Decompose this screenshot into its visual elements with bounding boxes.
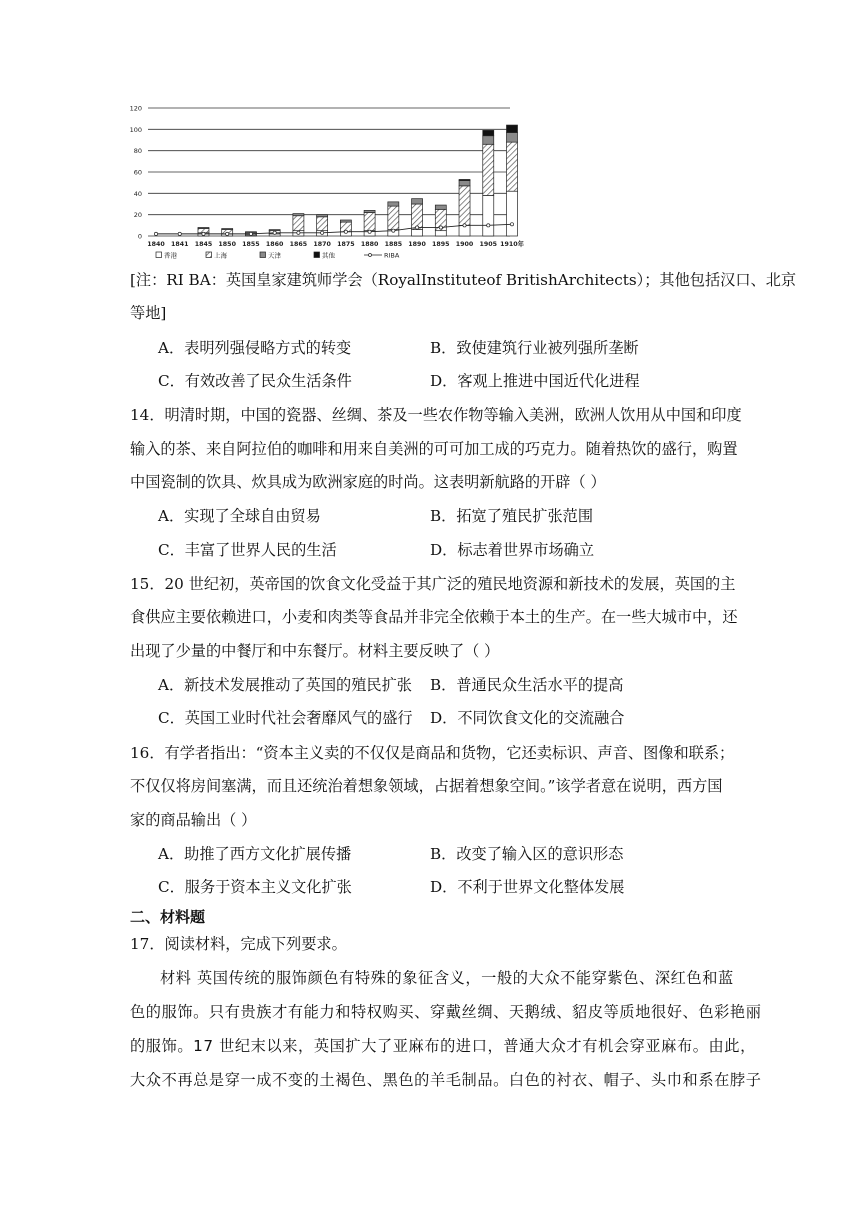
chart-legend — [156, 251, 400, 260]
q13-option-b[interactable]: B．致使建筑行业被列强所垄断 — [430, 339, 639, 357]
stacked-bar-chart — [118, 100, 524, 265]
q15-option-d[interactable]: D．不同饮食文化的交流融合 — [430, 709, 625, 727]
q15-option-b[interactable]: B．普通民众生活水平的提高 — [430, 676, 624, 694]
x-axis — [147, 239, 524, 248]
bar-segment-4 — [507, 125, 518, 132]
riba-point — [344, 230, 347, 233]
bar-segment-2 — [364, 213, 375, 231]
bar-segment-3 — [269, 230, 280, 231]
x-tick-label: 1870 — [313, 241, 331, 248]
x-tick-label: 1850 — [218, 241, 236, 248]
bar-segment-3 — [198, 227, 209, 228]
legend-label: 香港 — [164, 251, 177, 260]
q16-option-c[interactable]: C．服务于资本主义文化扩张 — [158, 878, 352, 896]
riba-point — [249, 232, 252, 235]
bar-segment-3 — [364, 210, 375, 212]
legend-label: RIBA — [384, 251, 400, 260]
q14-option-d[interactable]: D．标志着世界市场确立 — [430, 541, 595, 559]
q16-stem-line-1: 16．有学者指出：“资本主义卖的不仅仅是商品和货物，它还卖标识、声音、图像和联系； — [130, 744, 735, 762]
q14-stem-line-2: 输入的茶、来自阿拉伯的咖啡和用来自美洲的可可加工成的巧克力。随着热饮的盛行，购置 — [130, 440, 738, 458]
y-axis — [130, 105, 142, 241]
riba-point — [368, 230, 371, 233]
q16-stem-line-3: 家的商品输出（ ） — [130, 811, 257, 829]
x-tick-label: 1840 — [147, 241, 165, 248]
bar-segment-3 — [459, 181, 470, 186]
y-tick-label: 0 — [137, 232, 142, 241]
bar-segment-2 — [507, 142, 518, 191]
bar-segment-3 — [507, 133, 518, 143]
q15-option-a[interactable]: A．新技术发展推动了英国的殖民扩张 — [158, 676, 412, 694]
x-tick-label: 1900 — [455, 241, 474, 248]
x-tick-label: 1865 — [289, 241, 308, 248]
riba-point — [415, 226, 418, 229]
bar-segment-1 — [507, 191, 518, 236]
bar-segment-2 — [388, 206, 399, 229]
riba-point — [321, 231, 324, 234]
section-heading: 二、材料题 — [130, 908, 206, 926]
bar-segment-3 — [388, 202, 399, 206]
y-tick-label: 80 — [133, 147, 142, 156]
material-line-2: 色的服饰。只有贵族才有能力和特权购买、穿戴丝绸、天鹅绒、貂皮等质地很好、色彩艳丽 — [130, 1003, 762, 1021]
q13-option-c[interactable]: C．有效改善了民众生活条件 — [158, 372, 352, 390]
x-tick-label: 1860 — [265, 241, 284, 248]
chart-note-line-2: 等地] — [130, 304, 167, 322]
chart-bars — [198, 125, 518, 236]
bar-segment-1 — [412, 230, 423, 236]
bar-segment-4 — [483, 130, 494, 135]
q13-option-d[interactable]: D．客观上推进中国近代化进程 — [430, 372, 640, 390]
riba-point — [154, 232, 157, 235]
y-tick-label: 60 — [133, 168, 142, 177]
q16-stem-line-2: 不仅仅将房间塞满，而且还统治着想象领域，占据着想象空间。”该学者意在说明，西方国 — [130, 777, 723, 795]
y-tick-label: 100 — [129, 125, 142, 134]
bar-segment-3 — [222, 229, 233, 230]
legend-swatch — [206, 252, 212, 258]
q14-stem-line-3: 中国瓷制的饮具、炊具成为欧洲家庭的时尚。这表明新航路的开辟（ ） — [130, 473, 606, 491]
y-tick-label: 20 — [133, 211, 142, 220]
bar-segment-2 — [459, 186, 470, 225]
material-line-4: 大众不再总是穿一成不变的土褐色、黑色的羊毛制品。白色的衬衣、帽子、头巾和系在脖子 — [130, 1071, 762, 1089]
q14-stem-line-1: 14．明清时期，中国的瓷器、丝绸、茶及一些农作物等输入美洲，欧洲人饮用从中国和印度 — [130, 406, 742, 424]
y-tick-label: 120 — [129, 104, 142, 113]
x-tick-label: 1895 — [432, 241, 450, 248]
material-line-3: 的服饰。17 世纪末以来，英国扩大了亚麻布的进口，普通大众才有机会穿亚麻布。由此， — [130, 1037, 756, 1055]
riba-polyline — [156, 224, 512, 234]
bar-segment-3 — [293, 214, 304, 216]
x-tick-label: 1890 — [408, 241, 426, 248]
x-tick-label: 1885 — [384, 241, 403, 248]
legend-swatch — [314, 252, 320, 258]
x-tick-label: 1855 — [242, 241, 260, 248]
legend-line-marker — [369, 254, 372, 257]
bar-segment-4 — [459, 179, 470, 180]
bar-segment-3 — [317, 215, 328, 217]
q15-stem-line-3: 出现了少量的中餐厅和中东餐厅。材料主要反映了（ ） — [130, 642, 500, 660]
riba-point — [178, 232, 181, 235]
q15-stem-line-2: 食供应主要依赖进口，小麦和肉类等食品并非完全依赖于本土的生产。在一些大城市中，还 — [130, 608, 738, 626]
chart-note-line-1: [注：RI BA：英国皇家建筑师学会（RoyalInstituteof BritishArchitects）；其他包括汉口、北京 — [130, 271, 797, 289]
bar-segment-3 — [412, 199, 423, 204]
legend-label: 其他 — [322, 251, 335, 260]
legend-swatch — [156, 252, 162, 258]
bar-segment-2 — [293, 216, 304, 231]
bar-segment-1 — [483, 195, 494, 236]
q16-option-d[interactable]: D．不利于世界文化整体发展 — [430, 878, 625, 896]
chart-gridlines — [148, 108, 510, 236]
riba-point — [226, 232, 229, 235]
riba-point — [392, 229, 395, 232]
riba-point — [510, 223, 513, 226]
q14-option-c[interactable]: C．丰富了世界人民的生活 — [158, 541, 337, 559]
q15-option-c[interactable]: C．英国工业时代社会奢靡风气的盛行 — [158, 709, 413, 727]
x-tick-label: 1880 — [360, 241, 379, 248]
bar-segment-2 — [483, 144, 494, 195]
riba-point — [439, 226, 442, 229]
q16-option-b[interactable]: B．改变了输入区的意识形态 — [430, 845, 624, 863]
x-tick-label: 1905 — [479, 241, 498, 248]
legend-swatch — [260, 252, 266, 258]
x-tick-label: 1875 — [337, 241, 355, 248]
riba-point — [202, 232, 205, 235]
x-tick-label: 1910年 — [500, 241, 524, 248]
q13-option-a[interactable]: A．表明列强侵略方式的转变 — [158, 339, 352, 357]
riba-point — [297, 231, 300, 234]
riba-point — [463, 224, 466, 227]
riba-point — [273, 231, 276, 234]
bar-segment-3 — [435, 205, 446, 209]
legend-label: 天津 — [268, 251, 281, 260]
q17-prompt: 17．阅读材料，完成下列要求。 — [130, 935, 347, 953]
bar-segment-3 — [483, 136, 494, 145]
riba-point — [487, 224, 490, 227]
legend-label: 上海 — [214, 251, 227, 260]
bar-segment-1 — [435, 231, 446, 236]
q14-option-b[interactable]: B．拓宽了殖民扩张范围 — [430, 507, 594, 525]
bar-segment-3 — [340, 220, 351, 222]
q15-stem-line-1: 15．20 世纪初，英帝国的饮食文化受益于其广泛的殖民地资源和新技术的发展，英国的主 — [130, 575, 736, 593]
bar-segment-2 — [317, 217, 328, 231]
q14-option-a[interactable]: A．实现了全球自由贸易 — [158, 507, 321, 525]
x-tick-label: 1845 — [194, 241, 213, 248]
x-tick-label: 1841 — [170, 241, 189, 248]
q16-option-a[interactable]: A．助推了西方文化扩展传播 — [158, 845, 352, 863]
y-tick-label: 40 — [133, 189, 142, 198]
material-line-1: 材料 英国传统的服饰颜色有特殊的象征含义，一般的大众不能穿紫色、深红色和蓝 — [160, 969, 734, 987]
